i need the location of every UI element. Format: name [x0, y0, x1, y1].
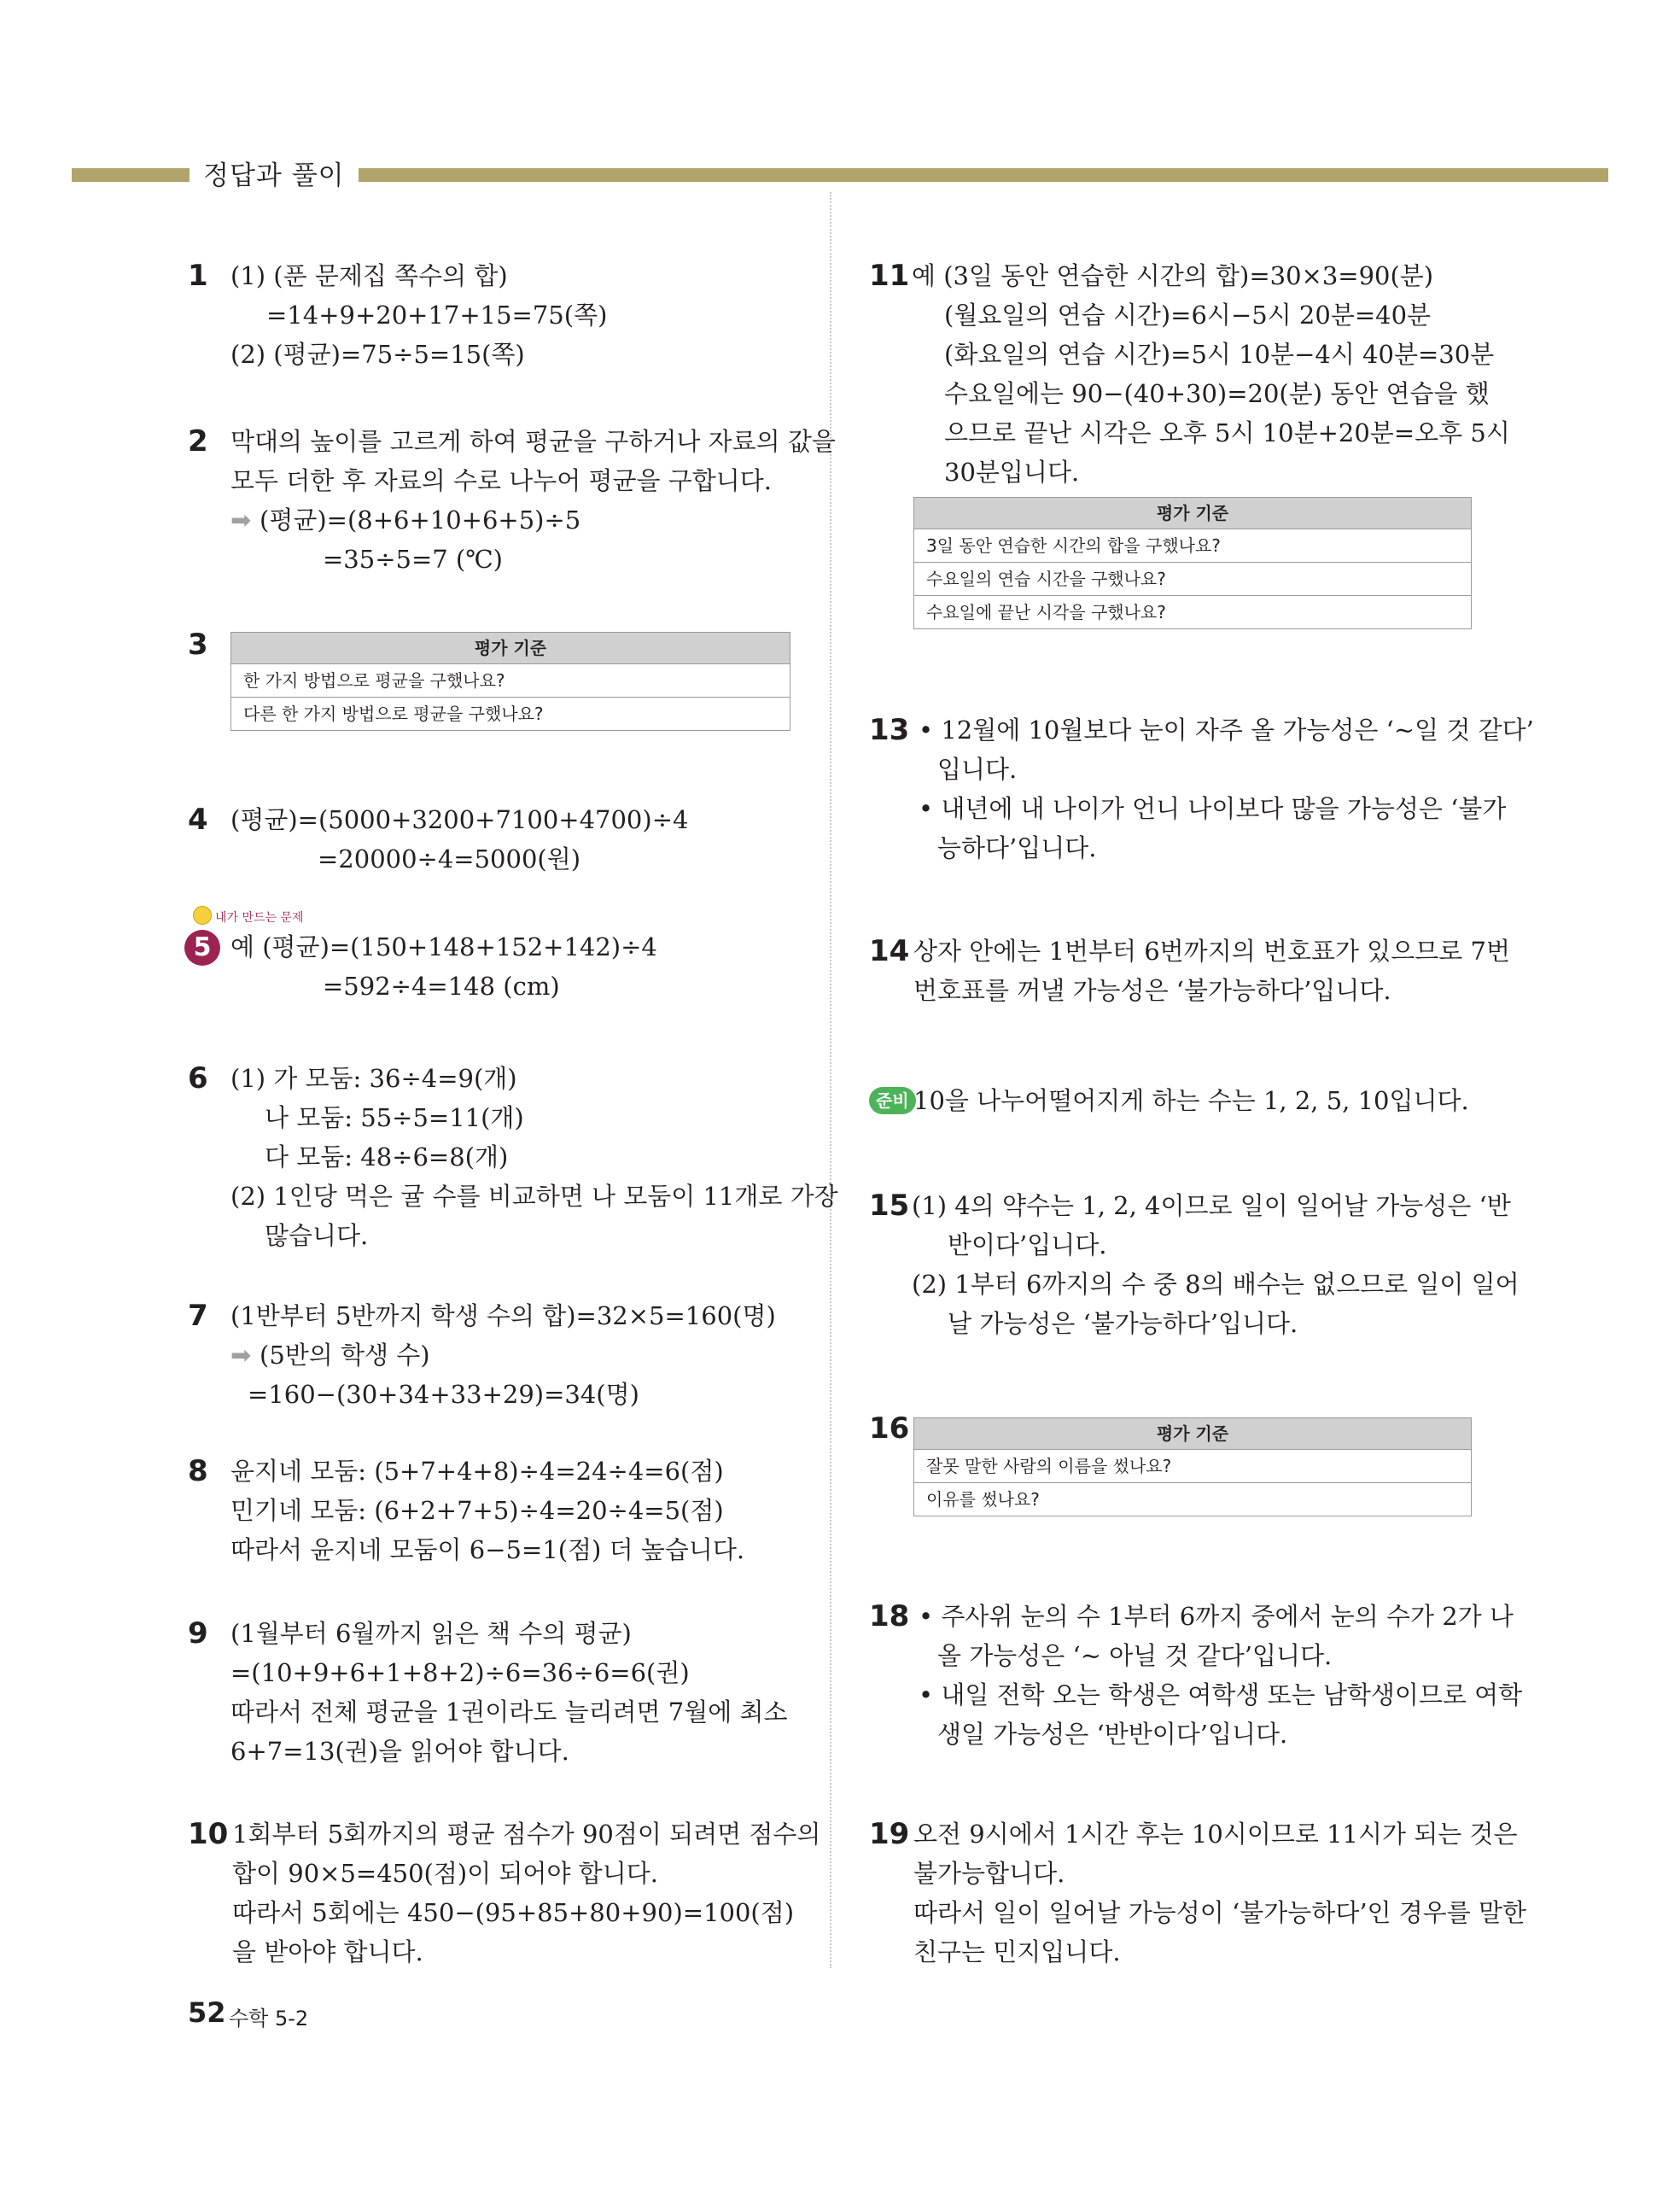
- answer-line: 6+7=13(권)을 읽어야 합니다.: [230, 1737, 569, 1766]
- answer-line: =35÷5=7 (℃): [323, 545, 503, 574]
- arrow-icon: ➡: [230, 1341, 252, 1370]
- smile-icon: [193, 906, 212, 925]
- answer-line: • 주사위 눈의 수 1부터 6까지 중에서 눈의 수가 2가 나: [919, 1602, 1514, 1631]
- rubric-table: [913, 1417, 1472, 1516]
- answer-line: (1월부터 6월까지 읽은 책 수의 평균): [230, 1619, 632, 1648]
- answer-line: 수요일에는 90−(40+30)=20(분) 동안 연습을 했: [944, 379, 1490, 408]
- question-number: 13: [869, 713, 910, 747]
- answer-line: 모두 더한 후 자료의 수로 나누어 평균을 구합니다.: [230, 466, 773, 495]
- question-number: 18: [869, 1599, 910, 1633]
- question-number: 4: [188, 803, 208, 837]
- answer-line: 입니다.: [937, 755, 1018, 784]
- answer-line: 많습니다.: [265, 1221, 369, 1250]
- answer-line: • 내년에 내 나이가 언니 나이보다 많을 가능성은 ‘불가: [919, 794, 1507, 823]
- page-number: 52: [188, 1996, 226, 2029]
- answer-line: 따라서 전체 평균을 1권이라도 늘리려면 7월에 최소: [230, 1697, 788, 1727]
- answer-line: 윤지네 모둠: (5+7+4+8)÷4=24÷4=6(점): [230, 1457, 724, 1486]
- answer-line: 10을 나누어떨어지게 하는 수는 1, 2, 5, 10입니다.: [913, 1086, 1469, 1115]
- rubric-table: [230, 632, 790, 731]
- question-number: 6: [188, 1061, 208, 1096]
- answer-line: 친구는 민지입니다.: [913, 1937, 1121, 1966]
- answer-line: 불가능합니다.: [913, 1859, 1065, 1888]
- rubric-row: 다른 한 가지 방법으로 평균을 구했나요?: [243, 704, 544, 724]
- prep-badge: 준비: [869, 1087, 916, 1114]
- answer-line: 반이다’입니다.: [948, 1230, 1107, 1259]
- answer-line: (평균)=(8+6+10+6+5)÷5: [260, 505, 581, 535]
- question-number: 15: [869, 1189, 910, 1223]
- question-number: 2: [188, 424, 208, 459]
- book-title: 수학 5-2: [229, 2007, 309, 2030]
- question-number: 19: [869, 1817, 910, 1851]
- rubric-row: 수요일의 연습 시간을 구했나요?: [914, 563, 1471, 596]
- question-number: 9: [188, 1616, 208, 1651]
- answer-line: (화요일의 연습 시간)=5시 10분−4시 40분=30분: [944, 340, 1495, 369]
- answer-line: 따라서 윤지네 모둠이 6−5=1(점) 더 높습니다.: [230, 1535, 745, 1564]
- rubric-row: 한 가지 방법으로 평균을 구했나요?: [231, 664, 790, 698]
- answer-line: 상자 안에는 1번부터 6번까지의 번호표가 있으므로 7번: [913, 937, 1510, 966]
- answer-line: 생일 가능성은 ‘반반이다’입니다.: [937, 1720, 1288, 1749]
- question-number: 10: [188, 1817, 229, 1851]
- question-number-badge: 5: [184, 930, 220, 966]
- answer-line: 번호표를 꺼낼 가능성은 ‘불가능하다’입니다.: [913, 976, 1391, 1005]
- answer-line: (1반부터 5반까지 학생 수의 합)=32×5=160(명): [230, 1301, 776, 1330]
- answer-line: • 12월에 10월보다 눈이 자주 올 가능성은 ‘~일 것 같다’: [919, 716, 1534, 745]
- answer-line: (5반의 학생 수): [260, 1341, 430, 1370]
- rubric-header: 평가 기준: [914, 498, 1471, 529]
- answer-line: 따라서 5회에는 450−(95+85+80+90)=100(점): [232, 1898, 795, 1927]
- rubric-row: 수요일에 끝난 시각을 구했나요?: [926, 602, 1166, 622]
- answer-line: (2) (평균)=75÷5=15(쪽): [230, 340, 525, 369]
- answer-line: 오전 9시에서 1시간 후는 10시이므로 11시가 되는 것은: [913, 1820, 1518, 1849]
- answer-line: 올 가능성은 ‘~ 아닐 것 같다’입니다.: [937, 1641, 1333, 1670]
- answer-line: =14+9+20+17+15=75(쪽): [266, 301, 608, 330]
- answer-line: 막대의 높이를 고르게 하여 평균을 구하거나 자료의 값을: [230, 427, 836, 456]
- answer-line: (1) (푼 문제집 쪽수의 합): [230, 261, 508, 290]
- answer-line: =(10+9+6+1+8+2)÷6=36÷6=6(권): [230, 1658, 690, 1687]
- rubric-row: 3일 동안 연습한 시간의 합을 구했나요?: [914, 529, 1471, 563]
- question-number: 7: [188, 1299, 208, 1333]
- answer-line: (2) 1인당 먹은 귤 수를 비교하면 나 모둠이 11개로 가장: [230, 1182, 838, 1211]
- answer-line: 1회부터 5회까지의 평균 점수가 90점이 되려면 점수의: [232, 1820, 821, 1849]
- answer-line: (평균)=(5000+3200+7100+4700)÷4: [230, 805, 689, 834]
- header-bar-right: [359, 168, 1608, 182]
- question-number: 14: [869, 934, 910, 968]
- question-number: 1: [188, 259, 208, 293]
- answer-line: =592÷4=148 (cm): [323, 972, 560, 1001]
- rubric-row: 잘못 말한 사람의 이름을 썼나요?: [914, 1450, 1471, 1483]
- answer-line: 으므로 끝난 시각은 오후 5시 10분+20분=오후 5시: [944, 418, 1510, 447]
- answer-line: • 내일 전학 오는 학생은 여학생 또는 남학생이므로 여학: [919, 1680, 1523, 1709]
- rubric-header: 평가 기준: [914, 1418, 1471, 1450]
- answer-line: 예 (3일 동안 연습한 시간의 합)=30×3=90(분): [912, 261, 1434, 290]
- question-number: 8: [188, 1454, 208, 1488]
- answer-line: 을 받아야 합니다.: [232, 1937, 423, 1966]
- answer-line: 다 모둠: 48÷6=8(개): [265, 1142, 509, 1171]
- question-number: 3: [188, 628, 208, 662]
- question-number: 16: [869, 1411, 910, 1446]
- header-bar-left: [72, 168, 190, 182]
- answer-line: (월요일의 연습 시간)=6시−5시 20분=40분: [944, 301, 1432, 330]
- answer-line: =160−(30+34+33+29)=34(명): [248, 1380, 639, 1409]
- answer-line: =20000÷4=5000(원): [318, 844, 581, 873]
- answer-line: 30분입니다.: [944, 458, 1080, 487]
- rubric-table: [913, 497, 1472, 629]
- answer-line: 따라서 일이 일어날 가능성이 ‘불가능하다’인 경우를 말한: [913, 1898, 1527, 1927]
- answer-line: 나 모둠: 55÷5=11(개): [265, 1103, 524, 1132]
- question-number: 11: [869, 259, 910, 293]
- my-problem-label: 내가 만드는 문제: [215, 911, 304, 925]
- page-title: 정답과 풀이: [203, 161, 345, 191]
- answer-line: 예 (평균)=(150+148+152+142)÷4: [230, 932, 657, 961]
- answer-line: (1) 4의 약수는 1, 2, 4이므로 일이 일어날 가능성은 ‘반: [912, 1191, 1511, 1220]
- rubric-row: 이유를 썼나요?: [926, 1489, 1040, 1510]
- rubric-header: 평가 기준: [231, 633, 790, 664]
- answer-line: 날 가능성은 ‘불가능하다’입니다.: [948, 1309, 1298, 1338]
- answer-line: (2) 1부터 6까지의 수 중 8의 배수는 없으므로 일이 일어: [912, 1270, 1520, 1299]
- answer-line: 합이 90×5=450(점)이 되어야 합니다.: [232, 1859, 658, 1888]
- arrow-icon: ➡: [230, 505, 252, 535]
- answer-line: 민기네 모둠: (6+2+7+5)÷4=20÷4=5(점): [230, 1496, 724, 1525]
- answer-line: (1) 가 모둠: 36÷4=9(개): [230, 1064, 517, 1093]
- answer-line: 능하다’입니다.: [937, 833, 1097, 862]
